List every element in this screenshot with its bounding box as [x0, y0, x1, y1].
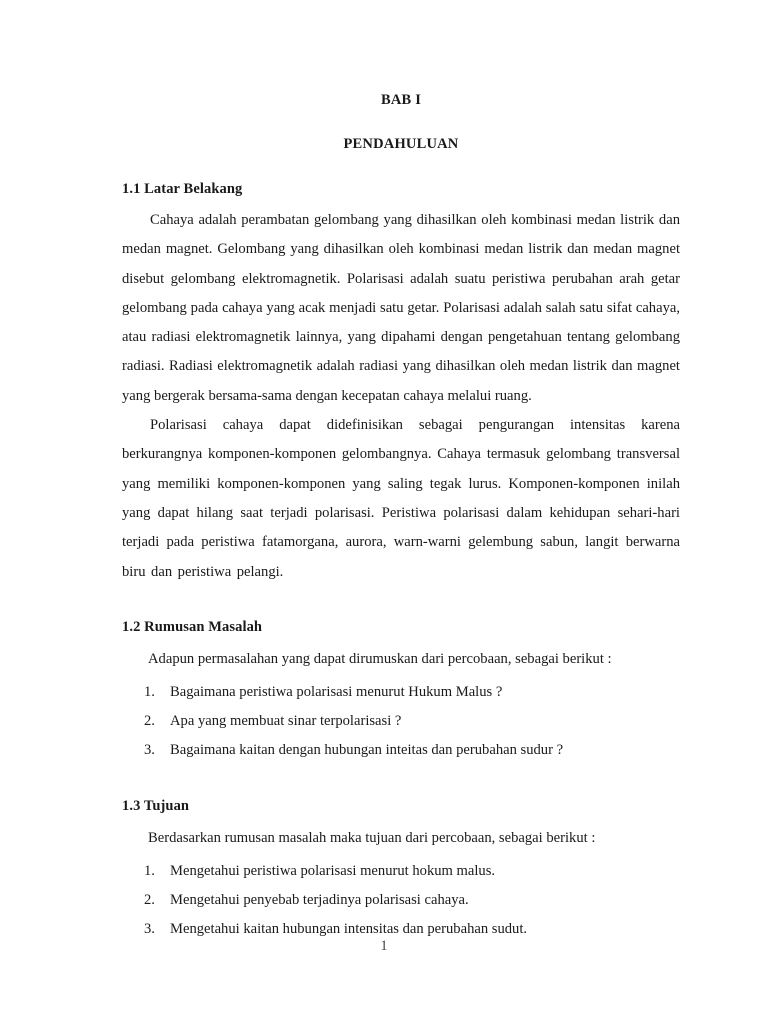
list-item-number: 3.	[144, 920, 155, 937]
list-item-text: Mengetahui kaitan hubungan intensitas dan perubahan sudut.	[170, 920, 528, 937]
list-item-number: 2.	[144, 712, 155, 729]
list-item	[122, 886, 680, 915]
section-heading-rumusan-masalah: 1.2 Rumusan Masalah	[122, 618, 263, 635]
list-item-number: 3.	[144, 741, 155, 758]
section-heading-latar-belakang: 1.1 Latar Belakang	[122, 181, 243, 197]
paragraph-latar-belakang-1: Cahaya adalah perambatan gelombang yang dihasilkan oleh kombinasi medan listrik dan medan magnet. Gelombang yang dihasilkan oleh kombinasi medan listrik dan medan magnet disebut gelombang elektromagnetik. Polarisasi adalah suatu peristiwa perubahan arah getar gelombang pada cahaya yang acak menjadi satu getar. Polarisasi adalah salah satu sifat cahaya, atau radiasi elektromagnetik lainnya, yang dipahami dengan pengetahuan tentang gelombang radiasi. Radiasi elektromagnetik adalah radiasi yang dihasilkan oleh medan listrik dan magnet yang bergerak bersama-sama dengan kecepatan cahaya melalui ruang.	[122, 212, 680, 404]
page-number: 1	[380, 938, 388, 954]
section-heading-tujuan: 1.3 Tujuan	[122, 797, 190, 814]
rumusan-masalah-list	[122, 674, 680, 765]
paragraph-latar-belakang-2: Polarisasi cahaya dapat didefinisikan sebagai pengurangan intensitas karena berkurangnya komponen-komponen gelombangnya. Cahaya termasuk gelombang transversal yang memiliki komponen-komponen yang saling tegak lurus. Komponen-komponen inilah yang dapat hilang saat terjadi polarisasi. Peristiwa polarisasi dalam kehidupan sehari-hari terjadi pada peristiwa fatamorgana, aurora, warn-warni gelembung sabun, langit berwarna biru dan peristiwa pelangi.	[122, 417, 680, 580]
tujuan-list	[122, 853, 680, 944]
list-item	[122, 678, 680, 707]
list-item-text: Mengetahui penyebab terjadinya polarisasi cahaya.	[170, 891, 469, 908]
list-item-text: Bagaimana kaitan dengan hubungan inteitas dan perubahan sudur ?	[170, 741, 564, 758]
chapter-title: PENDAHULUAN	[343, 136, 459, 152]
list-item	[122, 736, 680, 765]
list-item-number: 1.	[144, 683, 155, 700]
list-item-number: 2.	[144, 891, 155, 908]
list-item	[122, 707, 680, 736]
chapter-label: BAB I	[380, 92, 422, 108]
page-content	[122, 0, 680, 944]
list-item-text: Mengetahui peristiwa polarisasi menurut hokum malus.	[170, 862, 496, 879]
list-item-text: Bagaimana peristiwa polarisasi menurut Hukum Malus ?	[170, 683, 503, 700]
rumusan-masalah-intro: Adapun permasalahan yang dapat dirumuskan dari percobaan, sebagai berikut :	[148, 650, 612, 667]
tujuan-intro: Berdasarkan rumusan masalah maka tujuan dari percobaan, sebagai berikut :	[148, 829, 596, 846]
list-item	[122, 857, 680, 886]
list-item-number: 1.	[144, 862, 155, 879]
list-item-text: Apa yang membuat sinar terpolarisasi ?	[170, 712, 402, 729]
